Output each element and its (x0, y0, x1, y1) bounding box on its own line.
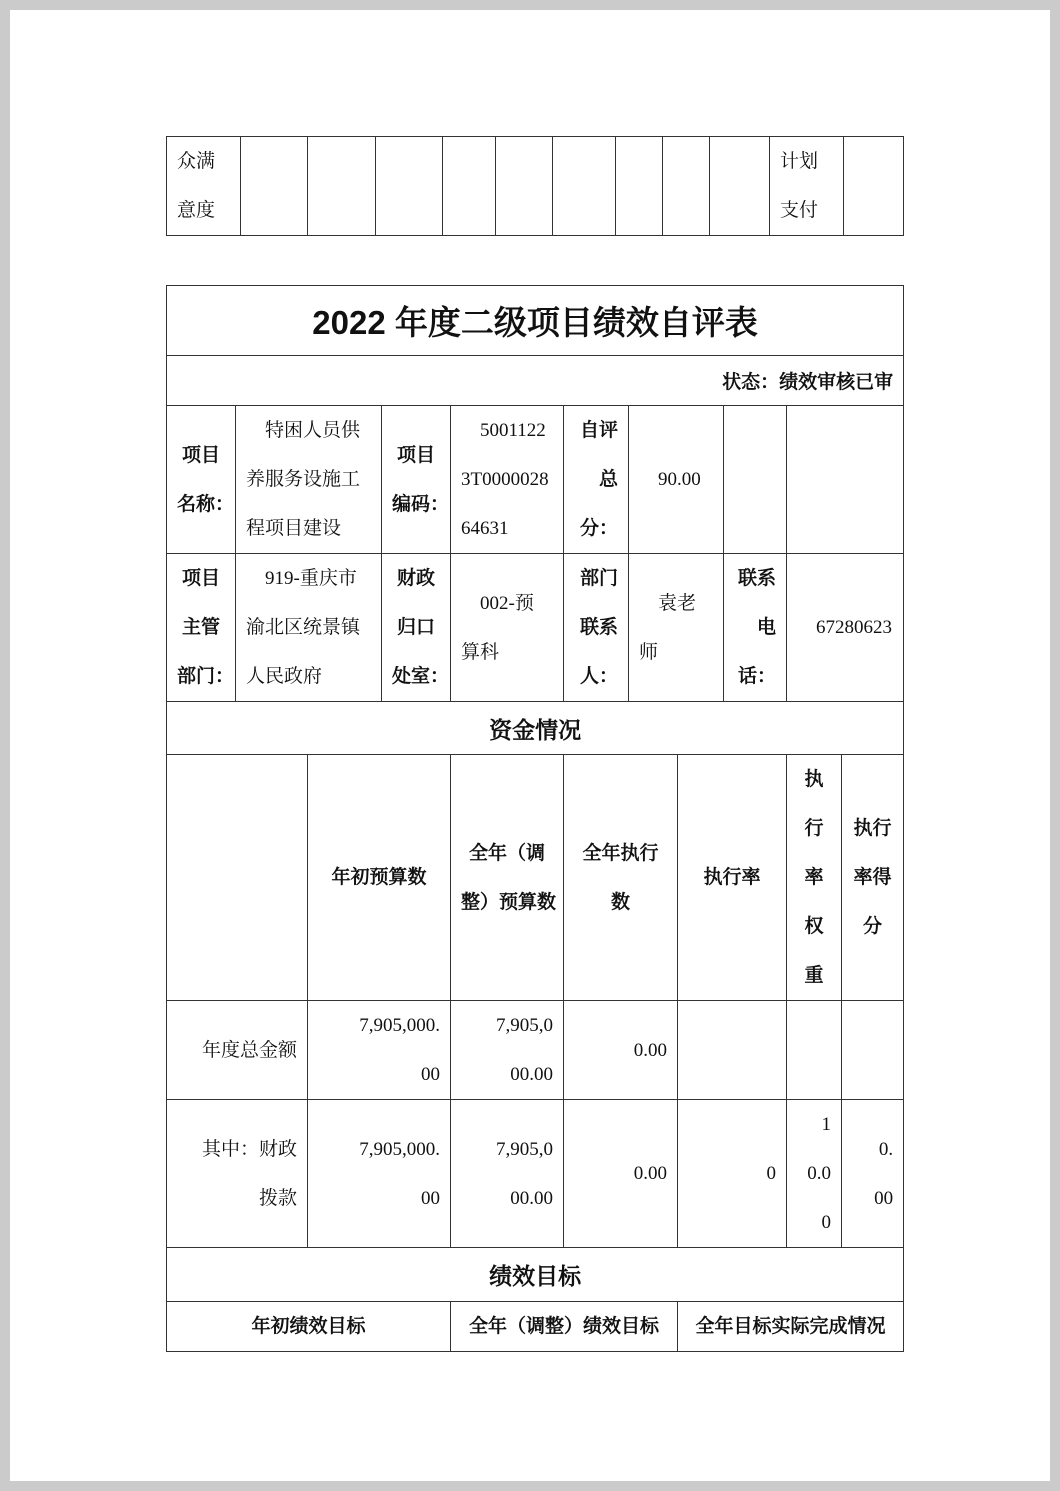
label-line: 名称： (177, 493, 235, 515)
fiscal-execution-rate (678, 1100, 787, 1248)
label-line: 项目 (396, 444, 435, 466)
label-line: 总 (598, 469, 618, 490)
satisfaction-table-fragment (166, 136, 904, 236)
executed-amount-header (564, 755, 678, 1001)
cell-line: 0 (821, 1212, 831, 1233)
label-line: 处室： (392, 666, 450, 687)
empty-cell (167, 755, 308, 1001)
total-initial-budget (308, 1001, 451, 1100)
value-line: 64631 (461, 518, 509, 539)
fiscal-allocation-label (167, 1100, 308, 1248)
value-line: 特困人员供 (265, 420, 361, 441)
project-code-value (451, 406, 564, 554)
value-line: 67280623 (816, 617, 892, 638)
value-line: 5001122 (480, 420, 546, 441)
value-line: 袁老 (658, 592, 697, 614)
targets-header-row (167, 1302, 904, 1352)
value-line: 师 (639, 641, 659, 663)
planned-payment-cell (770, 137, 844, 236)
value-line: 渝北区统景镇 (246, 617, 361, 638)
header-line: 执 (804, 769, 824, 790)
cell-line: 计划 (780, 151, 819, 172)
annual-total-label (167, 1001, 308, 1100)
header-line: 率得 (853, 867, 892, 888)
label-line: 归口 (396, 617, 435, 638)
value-line: 人民政府 (246, 666, 323, 687)
label-line: 部门 (579, 568, 618, 589)
funding-header-row (167, 755, 904, 1001)
supervising-dept-label (167, 554, 236, 702)
header-line: 整）预算数 (461, 891, 557, 913)
initial-budget-header (308, 755, 451, 1001)
document-page (10, 10, 1050, 1481)
cell-line: 00.00 (510, 1187, 553, 1209)
annual-total-row (167, 1001, 904, 1100)
funding-section-title: 资金情况 (167, 702, 904, 755)
cell-line: 支付 (780, 200, 819, 221)
empty-cell (496, 137, 553, 236)
cell-line: 0.00 (633, 1163, 667, 1184)
value-line: 002-预 (480, 592, 534, 614)
label-line: 部门： (177, 666, 235, 687)
targets-section-title: 绩效目标 (167, 1248, 904, 1302)
actual-completion-header (678, 1302, 904, 1352)
empty-cell (376, 137, 443, 236)
project-info-row (167, 406, 904, 554)
label-line: 编码： (392, 493, 450, 515)
header-line: 率 (804, 867, 824, 888)
empty-cell (678, 1001, 787, 1100)
project-code-label (382, 406, 451, 554)
cell-line: 0.0 (807, 1163, 831, 1184)
cell-line: 7,905,0 (496, 1138, 553, 1160)
empty-cell (443, 137, 496, 236)
cell-line: 其中：财政 (201, 1138, 297, 1160)
header-line: 年初绩效目标 (251, 1316, 366, 1337)
fiscal-adjusted-budget (451, 1100, 564, 1248)
fiscal-rate-score (842, 1100, 904, 1248)
project-name-value (236, 406, 382, 554)
cell-line: 00.00 (510, 1064, 553, 1085)
empty-cell (844, 137, 904, 236)
fiscal-rate-weight (787, 1100, 842, 1248)
cell-line: 7,905,000. (359, 1015, 440, 1036)
project-name-label (167, 406, 236, 554)
cell-line: 00 (421, 1064, 440, 1085)
self-score-value (629, 406, 724, 554)
label-line: 财政 (396, 568, 435, 589)
header-line: 全年目标实际完成情况 (695, 1316, 886, 1337)
cell-line: 00 (874, 1187, 894, 1209)
cell-line: 7,905,0 (496, 1015, 553, 1036)
label-line: 项目 (181, 444, 220, 466)
label-line: 项目 (181, 568, 220, 589)
adjusted-target-header (451, 1302, 678, 1352)
cell-line: 0.00 (633, 1039, 667, 1061)
header-line: 行 (804, 818, 824, 839)
header-line: 全年（调整）绩效目标 (468, 1316, 659, 1337)
value-line: 919-重庆市 (265, 568, 357, 589)
fiscal-initial-budget (308, 1100, 451, 1248)
value-line: 3T0000028 (461, 469, 549, 490)
total-adjusted-budget (451, 1001, 564, 1100)
label-line: 自评 (579, 420, 618, 441)
cell-line: 0. (878, 1138, 894, 1160)
label-line: 分： (579, 518, 618, 539)
cell-line: 意度 (177, 200, 216, 221)
empty-cell (787, 406, 904, 554)
dept-contact-label (564, 554, 629, 702)
performance-self-evaluation-form (166, 285, 904, 1352)
empty-cell (308, 137, 376, 236)
form-title: 2022 年度二级项目绩效自评表 (167, 286, 904, 356)
contact-phone-value (787, 554, 904, 702)
fiscal-executed (564, 1100, 678, 1248)
finance-office-value (451, 554, 564, 702)
self-score-label (564, 406, 629, 554)
empty-cell (710, 137, 770, 236)
label-line: 主管 (181, 617, 220, 638)
header-line: 权 (804, 916, 824, 937)
cell-line: 拨款 (258, 1187, 297, 1209)
header-line: 数 (610, 891, 630, 913)
cell-line: 1 (821, 1114, 831, 1135)
contact-phone-label (724, 554, 787, 702)
value-line: 养服务设施工 (246, 469, 361, 490)
empty-cell (842, 1001, 904, 1100)
value-line: 90.00 (658, 469, 701, 490)
header-line: 年初预算数 (331, 867, 427, 888)
header-line: 执行率 (703, 867, 761, 888)
total-executed (564, 1001, 678, 1100)
supervising-dept-value (236, 554, 382, 702)
initial-target-header (167, 1302, 451, 1352)
empty-cell (553, 137, 616, 236)
satisfaction-row (167, 137, 904, 236)
label-line: 人： (579, 666, 618, 687)
dept-contact-value (629, 554, 724, 702)
cell-line: 众满 (177, 151, 216, 172)
public-satisfaction-cell (167, 137, 241, 236)
review-status: 状态：绩效审核已审 (167, 356, 904, 406)
header-line: 全年（调 (468, 842, 545, 864)
cell-line: 00 (421, 1187, 440, 1209)
execution-rate-header (678, 755, 787, 1001)
empty-cell (724, 406, 787, 554)
cell-line: 0 (766, 1163, 776, 1184)
value-line: 程项目建设 (246, 518, 342, 539)
adjusted-budget-header (451, 755, 564, 1001)
empty-cell (241, 137, 308, 236)
rate-score-header (842, 755, 904, 1001)
label-line: 电 (756, 617, 776, 638)
header-line: 执行 (853, 818, 892, 839)
value-line: 算科 (461, 641, 500, 663)
rate-weight-header (787, 755, 842, 1001)
label-line: 联系 (737, 568, 776, 589)
empty-cell (787, 1001, 842, 1100)
fiscal-allocation-row (167, 1100, 904, 1248)
header-line: 分 (863, 916, 883, 937)
header-line: 全年执行 (582, 842, 659, 864)
department-info-row (167, 554, 904, 702)
header-line: 重 (804, 965, 824, 986)
cell-line: 年度总金额 (201, 1039, 297, 1061)
label-line: 联系 (579, 617, 618, 638)
empty-cell (663, 137, 710, 236)
finance-office-label (382, 554, 451, 702)
label-line: 话： (737, 666, 776, 687)
empty-cell (616, 137, 663, 236)
cell-line: 7,905,000. (359, 1138, 440, 1160)
